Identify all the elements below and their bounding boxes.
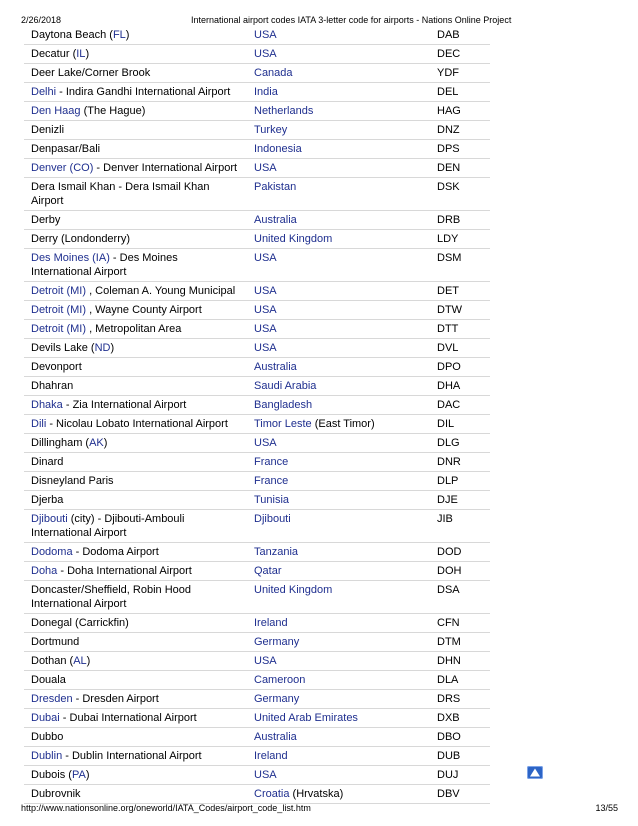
city-text: ) xyxy=(85,48,90,61)
city-text: Dubrovnik xyxy=(31,788,81,801)
country-cell xyxy=(247,211,430,230)
city-cell xyxy=(24,614,247,633)
country-text: (East Timor) xyxy=(311,418,375,431)
print-page-title: International airport codes IATA 3-letter code for airports - Nations Online Project xyxy=(191,15,512,25)
city-cell xyxy=(24,510,247,543)
city-text: , Coleman A. Young Municipal xyxy=(86,285,236,298)
country-cell xyxy=(247,339,430,358)
print-footer xyxy=(21,802,618,814)
country-link[interactable]: United Arab Emirates xyxy=(254,712,358,725)
city-text: Dubbo xyxy=(31,731,64,744)
city-cell xyxy=(24,178,247,211)
city-text: Djerba xyxy=(31,494,64,507)
city-cell xyxy=(24,415,247,434)
city-cell xyxy=(24,728,247,747)
city-cell xyxy=(24,581,247,614)
city-link[interactable]: (MI) xyxy=(66,304,87,317)
country-cell xyxy=(247,102,430,121)
city-text: Douala xyxy=(31,674,66,687)
iata-code-cell: DSM xyxy=(430,249,490,282)
city-cell xyxy=(24,140,247,159)
iata-code-cell: LDY xyxy=(430,230,490,249)
city-text: Dhahran xyxy=(31,380,74,393)
country-link[interactable]: USA xyxy=(254,437,277,450)
city-text: Daytona Beach ( xyxy=(31,29,113,41)
country-link[interactable]: Netherlands xyxy=(254,105,314,118)
table-row xyxy=(24,178,490,211)
iata-code-cell: DPO xyxy=(430,358,490,377)
country-link[interactable]: Australia xyxy=(254,361,297,374)
country-link[interactable]: France xyxy=(254,475,289,488)
page-number: 13/55 xyxy=(595,803,618,813)
city-cell xyxy=(24,491,247,510)
country-cell xyxy=(247,785,430,804)
country-cell xyxy=(247,709,430,728)
city-link[interactable]: Dresden xyxy=(31,693,73,706)
city-cell xyxy=(24,434,247,453)
table-row xyxy=(24,377,490,396)
city-text: Dortmund xyxy=(31,636,80,649)
city-cell xyxy=(24,301,247,320)
country-cell xyxy=(247,415,430,434)
city-text: , Wayne County Airport xyxy=(86,304,202,317)
city-link[interactable]: Dodoma xyxy=(31,546,73,559)
country-link[interactable]: USA xyxy=(254,48,277,61)
city-link[interactable]: IL xyxy=(76,48,86,61)
city-text: - Dresden Airport xyxy=(72,693,159,706)
city-cell xyxy=(24,83,247,102)
city-link[interactable]: Des Moines xyxy=(31,252,90,265)
country-link[interactable]: Timor Leste xyxy=(254,418,312,431)
country-cell xyxy=(247,510,430,543)
iata-code-cell: DEC xyxy=(430,45,490,64)
table-row xyxy=(24,581,490,614)
iata-code-cell: CFN xyxy=(430,614,490,633)
country-cell xyxy=(247,26,430,45)
city-cell xyxy=(24,45,247,64)
city-cell xyxy=(24,102,247,121)
table-row xyxy=(24,652,490,671)
city-text: Denizli xyxy=(31,124,65,137)
table-row xyxy=(24,472,490,491)
city-text: - Indira Gandhi International Airport xyxy=(56,86,231,99)
city-link[interactable]: Dili xyxy=(31,418,47,431)
country-cell xyxy=(247,301,430,320)
country-cell xyxy=(247,472,430,491)
table-row xyxy=(24,320,490,339)
country-link[interactable]: Tanzania xyxy=(254,546,299,559)
country-link[interactable]: Croatia xyxy=(254,788,290,801)
city-text: Dinard xyxy=(31,456,64,469)
country-cell xyxy=(247,581,430,614)
city-cell xyxy=(24,121,247,140)
city-text: Devils Lake ( xyxy=(31,342,95,355)
city-link[interactable]: FL xyxy=(112,29,126,41)
country-cell xyxy=(247,121,430,140)
city-text: ) xyxy=(125,29,130,41)
iata-code-cell: DHA xyxy=(430,377,490,396)
print-url: http://www.nationsonline.org/oneworld/IATA_Codes/airport_code_list.htm xyxy=(21,803,311,813)
city-text: ) xyxy=(85,769,90,782)
city-text: , Metropolitan Area xyxy=(86,323,182,336)
country-link[interactable]: Australia xyxy=(254,731,297,744)
iata-code-cell: DAB xyxy=(430,26,490,45)
city-text: Denpasar/Bali xyxy=(31,143,101,156)
country-cell xyxy=(247,690,430,709)
city-cell xyxy=(24,377,247,396)
iata-code-cell: DBV xyxy=(430,785,490,804)
country-link[interactable]: USA xyxy=(254,162,277,175)
country-text: (Hrvatska) xyxy=(289,788,344,801)
iata-code-cell: DAC xyxy=(430,396,490,415)
country-link[interactable]: United Kingdom xyxy=(254,233,333,246)
iata-code-cell: DSA xyxy=(430,581,490,614)
city-text: (The Hague) xyxy=(80,105,146,118)
city-cell xyxy=(24,785,247,804)
iata-code-cell: JIB xyxy=(430,510,490,543)
iata-code-cell: DRB xyxy=(430,211,490,230)
iata-code-cell: DSK xyxy=(430,178,490,211)
country-cell xyxy=(247,178,430,211)
table-row xyxy=(24,249,490,282)
iata-code-cell: DTW xyxy=(430,301,490,320)
country-link[interactable]: Bangladesh xyxy=(254,399,313,412)
city-text: Dothan ( xyxy=(31,655,74,668)
country-link[interactable]: Cameroon xyxy=(254,674,306,687)
country-link[interactable]: Qatar xyxy=(254,565,282,578)
iata-code-cell: DJE xyxy=(430,491,490,510)
country-link[interactable]: Pakistan xyxy=(254,181,297,194)
city-cell xyxy=(24,64,247,83)
country-link[interactable]: USA xyxy=(254,285,277,298)
iata-code-cell: DOD xyxy=(430,543,490,562)
city-cell xyxy=(24,453,247,472)
country-link[interactable]: Canada xyxy=(254,67,293,80)
country-link[interactable]: United Kingdom xyxy=(254,584,333,597)
table-row xyxy=(24,766,490,785)
table-row xyxy=(24,159,490,178)
iata-code-cell: DPS xyxy=(430,140,490,159)
city-cell xyxy=(24,709,247,728)
city-text: - Zia International Airport xyxy=(62,399,187,412)
country-link[interactable]: France xyxy=(254,456,289,469)
country-link[interactable]: Turkey xyxy=(254,124,288,137)
table-row xyxy=(24,45,490,64)
table-row xyxy=(24,510,490,543)
iata-code-cell: DTM xyxy=(430,633,490,652)
iata-code-cell: DUJ xyxy=(430,766,490,785)
country-cell xyxy=(247,358,430,377)
country-cell xyxy=(247,633,430,652)
iata-code-cell: DET xyxy=(430,282,490,301)
city-cell xyxy=(24,211,247,230)
city-cell xyxy=(24,747,247,766)
country-cell xyxy=(247,64,430,83)
iata-code-cell: DNR xyxy=(430,453,490,472)
table-row xyxy=(24,358,490,377)
city-link[interactable]: Detroit xyxy=(31,304,64,317)
country-link[interactable]: Australia xyxy=(254,214,297,227)
country-cell xyxy=(247,614,430,633)
city-cell xyxy=(24,230,247,249)
country-cell xyxy=(247,652,430,671)
city-text: Deer Lake/Corner Brook xyxy=(31,67,151,80)
iata-code-cell: DVL xyxy=(430,339,490,358)
city-link[interactable]: Djibouti xyxy=(31,513,68,526)
country-link[interactable]: USA xyxy=(254,323,277,336)
city-text: Derby xyxy=(31,214,61,227)
table-row xyxy=(24,728,490,747)
city-link[interactable]: PA xyxy=(71,769,86,782)
country-cell xyxy=(247,434,430,453)
city-cell xyxy=(24,633,247,652)
city-text: - Des Moines International Airport xyxy=(31,252,178,279)
country-cell xyxy=(247,671,430,690)
country-cell xyxy=(247,249,430,282)
country-cell xyxy=(247,320,430,339)
city-cell xyxy=(24,249,247,282)
table-row xyxy=(24,396,490,415)
city-cell xyxy=(24,26,247,45)
table-row xyxy=(24,339,490,358)
city-text: Dillingham ( xyxy=(31,437,90,450)
city-link[interactable]: Doha xyxy=(31,565,58,578)
table-row xyxy=(24,690,490,709)
city-cell xyxy=(24,472,247,491)
country-link[interactable]: Germany xyxy=(254,636,300,649)
iata-code-cell: DBO xyxy=(430,728,490,747)
iata-code-cell: DOH xyxy=(430,562,490,581)
city-link[interactable]: Dhaka xyxy=(31,399,63,412)
city-text: - Dublin International Airport xyxy=(62,750,202,763)
iata-code-cell: DXB xyxy=(430,709,490,728)
airport-code-table xyxy=(24,26,490,804)
table-row xyxy=(24,785,490,804)
table-row xyxy=(24,230,490,249)
country-link[interactable]: Djibouti xyxy=(254,513,291,526)
city-cell xyxy=(24,766,247,785)
iata-code-cell: DHN xyxy=(430,652,490,671)
city-cell xyxy=(24,159,247,178)
country-link[interactable]: USA xyxy=(254,29,277,41)
city-text: - Doha International Airport xyxy=(57,565,192,578)
table-row xyxy=(24,562,490,581)
city-text: Devonport xyxy=(31,361,82,374)
city-text: - Dubai International Airport xyxy=(59,712,197,725)
table-row xyxy=(24,709,490,728)
city-cell xyxy=(24,690,247,709)
iata-code-cell: DIL xyxy=(430,415,490,434)
table-row xyxy=(24,26,490,45)
city-text: ) xyxy=(110,342,115,355)
country-cell xyxy=(247,766,430,785)
country-cell xyxy=(247,45,430,64)
city-link[interactable]: Denver xyxy=(31,162,67,175)
country-cell xyxy=(247,140,430,159)
country-link[interactable]: USA xyxy=(254,342,277,355)
city-cell xyxy=(24,562,247,581)
country-link[interactable]: Ireland xyxy=(254,750,288,763)
iata-code-cell: DNZ xyxy=(430,121,490,140)
city-link[interactable]: Delhi xyxy=(31,86,57,99)
city-link[interactable]: Dublin xyxy=(31,750,63,763)
city-link[interactable]: Den Haag xyxy=(31,105,81,118)
country-link[interactable]: Ireland xyxy=(254,617,288,630)
city-text: ) xyxy=(103,437,108,450)
country-cell xyxy=(247,543,430,562)
city-text: - Denver International Airport xyxy=(93,162,238,175)
table-row xyxy=(24,211,490,230)
table-row xyxy=(24,434,490,453)
city-link[interactable]: (MI) xyxy=(66,285,87,298)
country-cell xyxy=(247,377,430,396)
city-link[interactable]: Detroit xyxy=(31,285,64,298)
city-text: Doncaster/Sheffield, Robin Hood International Airport xyxy=(31,584,192,611)
country-cell xyxy=(247,159,430,178)
print-date: 2/26/2018 xyxy=(21,15,62,25)
country-link[interactable]: India xyxy=(254,86,278,99)
country-cell xyxy=(247,230,430,249)
city-cell xyxy=(24,396,247,415)
table-row xyxy=(24,282,490,301)
city-link[interactable]: (CO) xyxy=(69,162,94,175)
city-link[interactable]: Dubai xyxy=(31,712,60,725)
country-cell xyxy=(247,747,430,766)
city-cell xyxy=(24,282,247,301)
city-text: Dubois ( xyxy=(31,769,72,782)
city-cell xyxy=(24,339,247,358)
country-link[interactable]: Germany xyxy=(254,693,300,706)
country-link[interactable]: Saudi Arabia xyxy=(254,380,317,393)
table-row xyxy=(24,671,490,690)
table-row xyxy=(24,415,490,434)
iata-code-cell: HAG xyxy=(430,102,490,121)
city-link[interactable]: (MI) xyxy=(66,323,87,336)
city-link[interactable]: AK xyxy=(89,437,104,450)
city-text: (city) - Djibouti-Ambouli International Airport xyxy=(31,513,185,540)
city-text: - Dodoma Airport xyxy=(72,546,159,559)
iata-code-cell: DTT xyxy=(430,320,490,339)
city-text: Decatur ( xyxy=(31,48,77,61)
city-cell xyxy=(24,320,247,339)
country-link[interactable]: USA xyxy=(254,304,277,317)
iata-code-cell: DLG xyxy=(430,434,490,453)
city-cell xyxy=(24,652,247,671)
table-row xyxy=(24,301,490,320)
country-link[interactable]: Tunisia xyxy=(254,494,290,507)
city-text: Donegal (Carrickfin) xyxy=(31,617,129,630)
city-text: - Nicolau Lobato International Airport xyxy=(46,418,228,431)
airport-rows xyxy=(24,26,490,804)
city-link[interactable]: Detroit xyxy=(31,323,64,336)
table-row xyxy=(24,102,490,121)
country-cell xyxy=(247,728,430,747)
iata-code-cell: DRS xyxy=(430,690,490,709)
iata-code-cell: DLA xyxy=(430,671,490,690)
country-link[interactable]: USA xyxy=(254,252,277,265)
country-cell xyxy=(247,453,430,472)
table-row xyxy=(24,140,490,159)
triangle-up-icon xyxy=(527,766,543,779)
back-to-top-button[interactable] xyxy=(527,766,543,779)
city-text: ) xyxy=(86,655,91,668)
country-link[interactable]: USA xyxy=(254,769,277,782)
city-cell xyxy=(24,543,247,562)
country-cell xyxy=(247,83,430,102)
table-row xyxy=(24,543,490,562)
iata-code-cell: DEN xyxy=(430,159,490,178)
city-link[interactable]: AL xyxy=(73,655,87,668)
city-link[interactable]: ND xyxy=(94,342,111,355)
city-text: Dera Ismail Khan - Dera Ismail Khan Airport xyxy=(31,181,210,208)
city-cell xyxy=(24,358,247,377)
table-row xyxy=(24,747,490,766)
iata-code-cell: YDF xyxy=(430,64,490,83)
country-cell xyxy=(247,396,430,415)
table-row xyxy=(24,121,490,140)
iata-code-cell: DLP xyxy=(430,472,490,491)
table-row xyxy=(24,491,490,510)
city-text: Disneyland Paris xyxy=(31,475,114,488)
table-row xyxy=(24,614,490,633)
iata-code-cell: DUB xyxy=(430,747,490,766)
country-cell xyxy=(247,491,430,510)
country-cell xyxy=(247,562,430,581)
city-text: Derry (Londonderry) xyxy=(31,233,131,246)
table-row xyxy=(24,633,490,652)
country-cell xyxy=(247,282,430,301)
print-header xyxy=(21,14,618,26)
table-row xyxy=(24,64,490,83)
city-cell xyxy=(24,671,247,690)
country-link[interactable]: Indonesia xyxy=(254,143,302,156)
iata-code-cell: DEL xyxy=(430,83,490,102)
table-row xyxy=(24,83,490,102)
country-link[interactable]: USA xyxy=(254,655,277,668)
city-link[interactable]: (IA) xyxy=(92,252,110,265)
table-row xyxy=(24,453,490,472)
